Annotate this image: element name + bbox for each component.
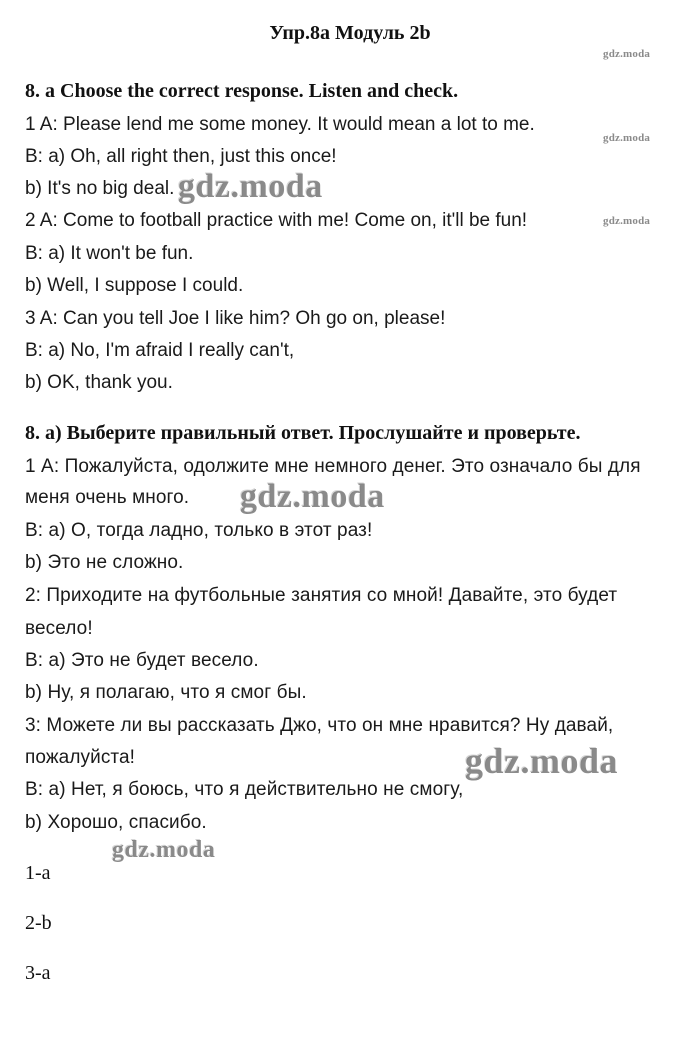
translation-line: b) Хорошо, спасибо. [25, 812, 207, 833]
translation-line: 3: Можете ли вы рассказать Джо, что он мне нравится? Ну давай, [25, 715, 614, 736]
translation-line: 2: Приходите на футбольные занятия со мной! Давайте, это будет [25, 585, 618, 606]
dialogue-line: B: a) Oh, all right then, just this once! [25, 146, 337, 167]
exercise-heading-russian: 8. а) Выберите правильный ответ. Прослушайте и проверьте. [25, 422, 581, 444]
exercise-heading-english: 8. a Choose the correct response. Listen and check. [25, 80, 459, 102]
answer-item: 1-a [25, 862, 51, 884]
watermark-small: gdz.moda [603, 215, 651, 227]
translation-line: В: а) О, тогда ладно, только в этот раз! [25, 520, 373, 541]
watermark-large: gdz.moda [465, 741, 619, 781]
translation-line: меня очень много. [25, 487, 190, 508]
watermark-small: gdz.moda [603, 132, 651, 144]
watermark-large: gdz.moda [178, 168, 323, 205]
dialogue-line: 2 A: Come to football practice with me! Come on, it'll be fun! [25, 210, 528, 231]
translation-line: 1 А: Пожалуйста, одолжите мне немного денег. Это означало бы для [25, 456, 641, 477]
watermark-large: gdz.moda [240, 478, 385, 515]
translation-line: b) Ну, я полагаю, что я смог бы. [25, 682, 307, 703]
translation-line: пожалуйста! [25, 747, 136, 768]
translation-line: В: а) Нет, я боюсь, что я действительно не смогу, [25, 779, 464, 800]
translation-line: В: а) Это не будет весело. [25, 650, 259, 671]
translation-line: весело! [25, 618, 93, 639]
dialogue-line: B: a) It won't be fun. [25, 243, 194, 264]
dialogue-line: B: a) No, I'm afraid I really can't, [25, 340, 295, 361]
answer-item: 2-b [25, 912, 52, 934]
dialogue-line: 1 A: Please lend me some money. It would mean a lot to me. [25, 114, 535, 135]
dialogue-line: b) It's no big deal. [25, 178, 175, 199]
watermark-small: gdz.moda [603, 48, 651, 60]
page-title: Упр.8а Модуль 2b [269, 22, 431, 44]
answer-item: 3-a [25, 962, 51, 984]
dialogue-line: 3 A: Can you tell Joe I like him? Oh go on, please! [25, 308, 446, 329]
translation-line: b) Это не сложно. [25, 552, 184, 573]
dialogue-line: b) Well, I suppose I could. [25, 275, 244, 296]
dialogue-line: b) OK, thank you. [25, 372, 173, 393]
watermark-large: gdz.moda [112, 837, 216, 863]
